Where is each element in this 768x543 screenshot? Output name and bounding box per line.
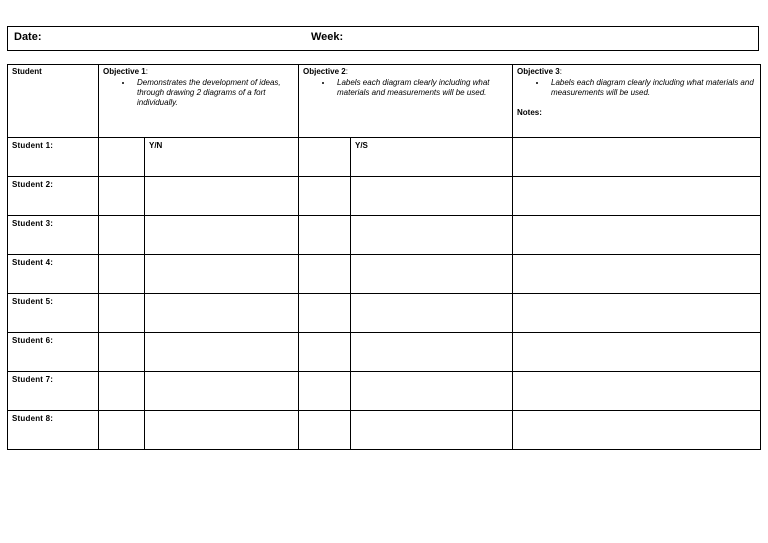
student-label: Student 5: [8, 294, 99, 333]
objective-2-check-cell[interactable] [299, 255, 351, 294]
assessment-table [7, 64, 761, 450]
objective-1-mark-cell[interactable] [145, 294, 299, 333]
objective-1-check-cell[interactable] [99, 294, 145, 333]
date-label: Date: [14, 31, 42, 43]
objective-2-header: Objective 2: • Labels each diagram clearly including what materials and measurements will be used. [299, 65, 513, 138]
objective-3-header: Objective 3: • Labels each diagram clearly including what materials and measurements will be used. Notes: [513, 65, 761, 138]
objective-1-check-cell[interactable] [99, 216, 145, 255]
objective-2-mark[interactable]: Y/S [351, 138, 513, 177]
objective-1-check-cell[interactable] [99, 333, 145, 372]
objective-1-mark-cell[interactable] [145, 177, 299, 216]
table-row [8, 216, 761, 255]
objective-3-notes-cell[interactable] [513, 216, 761, 255]
objective-2-mark-cell[interactable] [351, 255, 513, 294]
objective-2-check-cell[interactable] [299, 177, 351, 216]
objective-3-notes-cell[interactable] [513, 138, 761, 177]
notes-label: Notes: [517, 108, 542, 117]
objective-2-check-cell[interactable] [299, 372, 351, 411]
objective-2-title: Objective 2 [303, 67, 346, 76]
objective-3-notes-cell[interactable] [513, 177, 761, 216]
student-label: Student 1: [8, 138, 99, 177]
objective-3-notes-cell[interactable] [513, 294, 761, 333]
student-label: Student 4: [8, 255, 99, 294]
objective-1-check-cell[interactable] [99, 411, 145, 450]
student-label: Student 6: [8, 333, 99, 372]
objective-2-check-cell[interactable] [299, 411, 351, 450]
objective-1-check-cell[interactable] [99, 138, 145, 177]
objective-1-title: Objective 1 [103, 67, 146, 76]
objective-2-check-cell[interactable] [299, 216, 351, 255]
objective-1-mark-cell[interactable] [145, 372, 299, 411]
date-week-box [7, 26, 759, 51]
objective-1-text: • Demonstrates the development of ideas, through drawing 2 diagrams of a fort individually. [133, 78, 294, 108]
objective-3-notes-cell[interactable] [513, 372, 761, 411]
table-header-row [8, 65, 761, 138]
table-row [8, 177, 761, 216]
objective-1-check-cell[interactable] [99, 372, 145, 411]
objective-1-mark-cell[interactable] [145, 255, 299, 294]
objective-2-mark-cell[interactable] [351, 411, 513, 450]
objective-1-mark-cell[interactable] [145, 411, 299, 450]
student-label: Student 3: [8, 216, 99, 255]
student-label: Student 7: [8, 372, 99, 411]
objective-3-text: • Labels each diagram clearly including what materials and measurements will be used. [547, 78, 756, 98]
objective-1-mark-cell[interactable] [145, 216, 299, 255]
objective-3-title: Objective 3 [517, 67, 560, 76]
objective-1-mark[interactable]: Y/N [145, 138, 299, 177]
table-row [8, 333, 761, 372]
objective-2-mark-cell[interactable] [351, 294, 513, 333]
objective-1-check-cell[interactable] [99, 255, 145, 294]
objective-1-mark-cell[interactable] [145, 333, 299, 372]
table-row [8, 372, 761, 411]
objective-2-mark-cell[interactable] [351, 216, 513, 255]
objective-2-check-cell[interactable] [299, 138, 351, 177]
objective-2-check-cell[interactable] [299, 294, 351, 333]
week-label: Week: [311, 31, 344, 43]
objective-2-mark-cell[interactable] [351, 333, 513, 372]
objective-3-notes-cell[interactable] [513, 333, 761, 372]
objective-1-check-cell[interactable] [99, 177, 145, 216]
objective-2-text: • Labels each diagram clearly including what materials and measurements will be used. [333, 78, 508, 98]
objective-2-check-cell[interactable] [299, 333, 351, 372]
table-row [8, 255, 761, 294]
student-label: Student 2: [8, 177, 99, 216]
objective-2-mark-cell[interactable] [351, 177, 513, 216]
objective-1-header: Objective 1: • Demonstrates the development of ideas, through drawing 2 diagrams of a fort individually. [99, 65, 299, 138]
table-row [8, 138, 761, 177]
objective-3-notes-cell[interactable] [513, 255, 761, 294]
table-row [8, 294, 761, 333]
student-label: Student 8: [8, 411, 99, 450]
objective-3-notes-cell[interactable] [513, 411, 761, 450]
objective-2-mark-cell[interactable] [351, 372, 513, 411]
table-row [8, 411, 761, 450]
student-column-header: Student [8, 65, 99, 138]
